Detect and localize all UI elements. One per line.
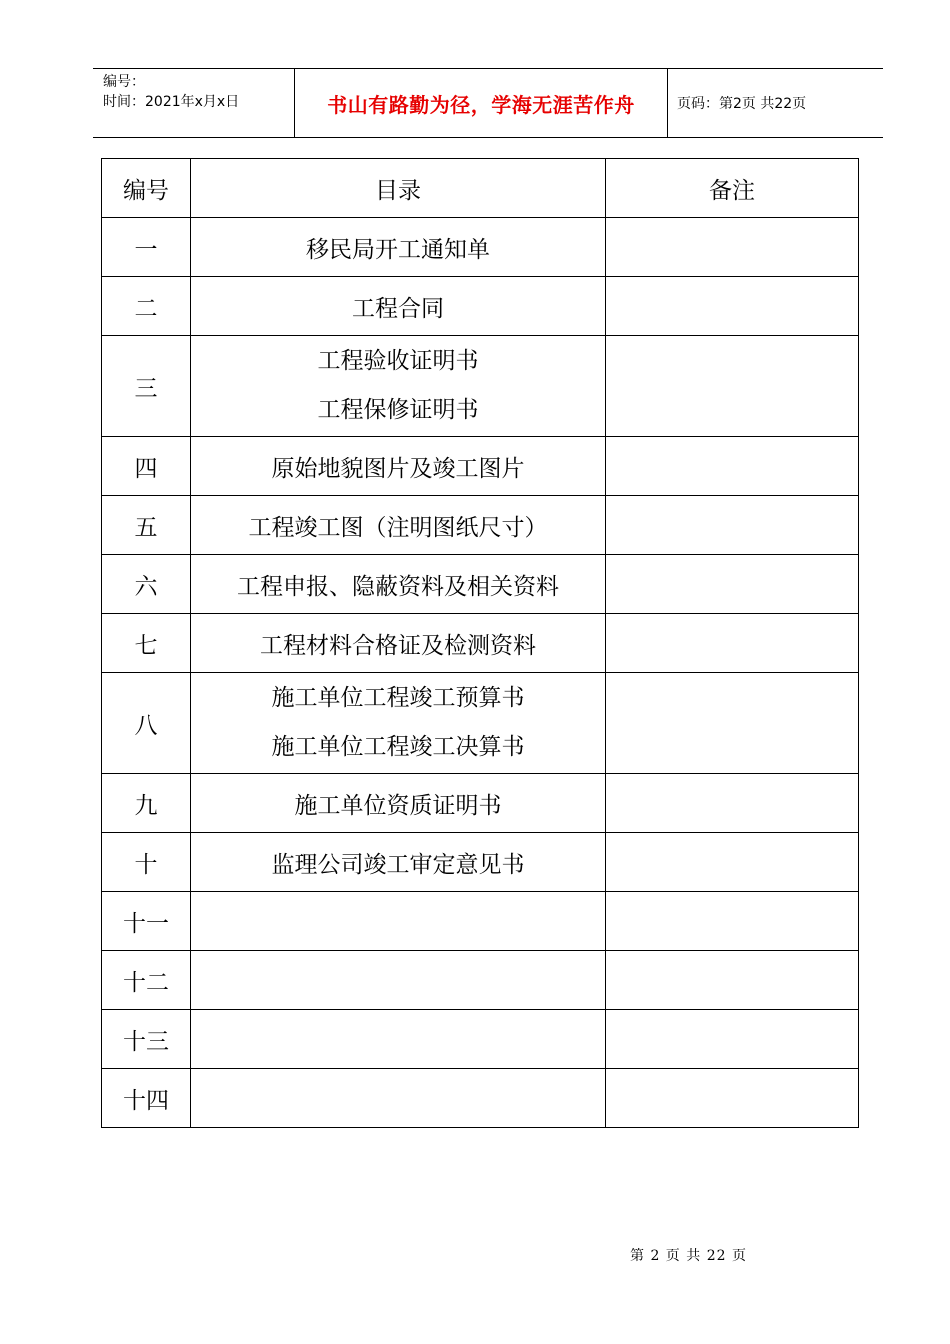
row-contents [191,951,606,1010]
document-code-label: 编号： [103,74,145,90]
table-row [102,614,859,673]
table-row [102,496,859,555]
header-meta [103,72,239,112]
column-header-remarks: 备注 [606,159,859,218]
table-row [102,1010,859,1069]
row-contents [191,673,606,774]
contents-item: 施工单位资质证明书 [294,792,502,819]
row-number: 六 [102,555,191,614]
contents-item: 移民局开工通知单 [306,236,490,263]
row-contents [191,555,606,614]
row-number: 七 [102,614,191,673]
row-number: 十三 [102,1010,191,1069]
row-contents [191,277,606,336]
table-header-row [102,159,859,218]
table-row [102,277,859,336]
column-header-contents: 目录 [191,159,606,218]
row-number: 三 [102,336,191,437]
row-number: 十四 [102,1069,191,1128]
row-remark [606,555,859,614]
row-remark [606,833,859,892]
row-remark [606,1069,859,1128]
row-remark [606,892,859,951]
row-number: 九 [102,774,191,833]
contents-item: 施工单位工程竣工预算书 [271,685,525,711]
table-row [102,673,859,774]
column-header-number: 编号 [102,159,191,218]
contents-item: 工程竣工图（注明图纸尺寸） [248,514,548,541]
document-time: 时间：2021年x月x日 [103,94,240,110]
row-number: 一 [102,218,191,277]
row-number: 八 [102,673,191,774]
contents-item: 工程保修证明书 [317,397,479,423]
contents-item: 施工单位工程竣工决算书 [271,734,525,760]
row-number: 十 [102,833,191,892]
row-contents [191,1069,606,1128]
row-remark [606,218,859,277]
row-contents [191,614,606,673]
table-row [102,951,859,1010]
row-contents [191,218,606,277]
row-remark [606,336,859,437]
row-remark [606,774,859,833]
contents-item: 工程验收证明书 [317,348,479,374]
contents-item: 工程申报、隐蔽资料及相关资料 [237,573,559,600]
row-contents [191,336,606,437]
header-divider [667,69,668,137]
row-remark [606,614,859,673]
header-page-info: 页码：第2页 共22页 [677,96,807,112]
row-number: 十二 [102,951,191,1010]
contents-item: 工程材料合格证及检测资料 [260,632,536,659]
row-number: 四 [102,437,191,496]
row-remark [606,277,859,336]
table-row [102,892,859,951]
row-contents [191,496,606,555]
table-row [102,336,859,437]
header-motto: 书山有路勤为径，学海无涯苦作舟 [327,92,635,117]
contents-table [101,158,859,1128]
contents-item: 原始地貌图片及竣工图片 [271,455,525,482]
row-remark [606,951,859,1010]
table-row [102,555,859,614]
row-remark [606,437,859,496]
row-contents [191,437,606,496]
row-contents [191,1010,606,1069]
table-row [102,1069,859,1128]
page-header [93,68,883,138]
row-remark [606,496,859,555]
row-number: 五 [102,496,191,555]
row-number: 十一 [102,892,191,951]
row-contents [191,833,606,892]
table-row [102,833,859,892]
contents-item: 监理公司竣工审定意见书 [271,851,525,878]
row-contents [191,774,606,833]
table-row [102,437,859,496]
row-remark [606,1010,859,1069]
contents-item: 工程合同 [352,295,444,322]
page-footer: 第 2 页 共 22 页 [630,1248,747,1264]
table-body [102,218,859,1128]
table-row [102,774,859,833]
row-remark [606,673,859,774]
row-contents [191,892,606,951]
table-row [102,218,859,277]
row-number: 二 [102,277,191,336]
